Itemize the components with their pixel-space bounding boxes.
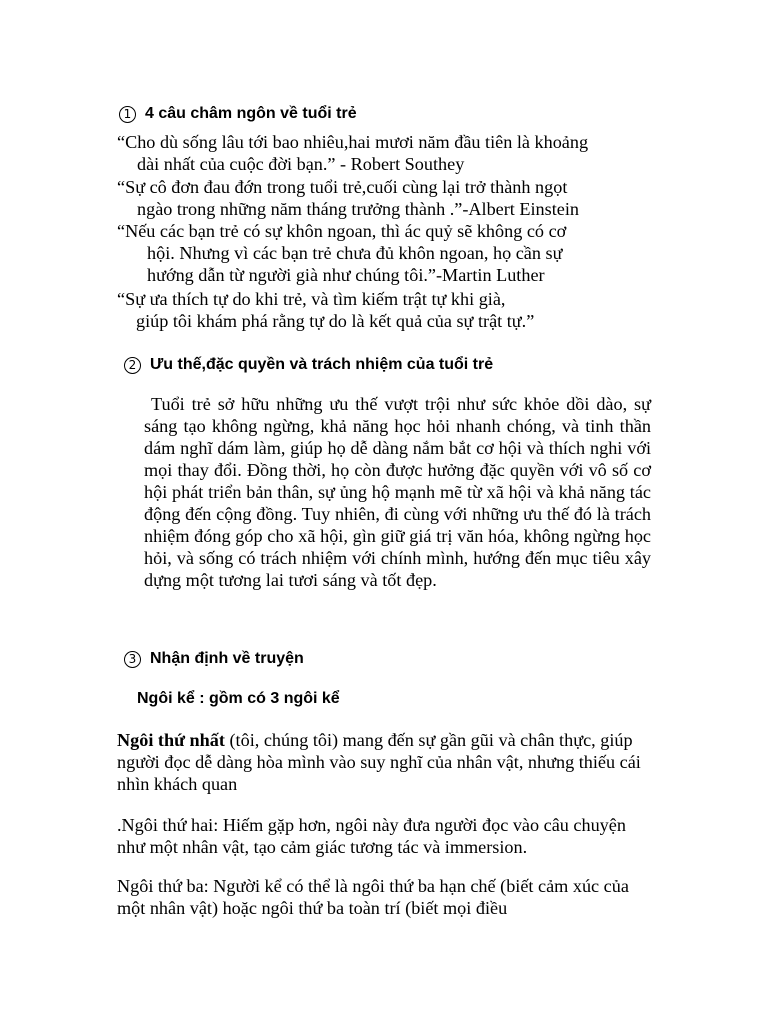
quote-line: hướng dẫn từ người già như chúng tôi.”-Martin Luther [147, 265, 545, 285]
quote-4 [117, 288, 657, 332]
section-2-paragraph: Tuổi trẻ sở hữu những ưu thế vượt trội như sức khỏe dồi dào, sự sáng tạo không ngừng, khả năng học hỏi nhanh chóng, và tinh thần dám nghĩ dám làm, giúp họ dễ dàng nắm bắt cơ hội và thích nghi với mọi thay đổi. Đồng thời, họ còn được hưởng đặc quyền với vô số cơ hội phát triển bản thân, sự ủng hộ mạnh mẽ từ xã hội và khả năng tác động đến cộng đồng. Tuy nhiên, đi cùng với những ưu thế đó là trách nhiệm đóng góp cho xã hội, gìn giữ giá trị văn hóa, không ngừng học hỏi, và sống có trách nhiệm với chính mình, hướng đến mục tiêu xây dựng một tương lai tươi sáng và tốt đẹp. [144, 394, 651, 590]
first-person-paragraph [117, 729, 647, 795]
quote-line: “Nếu các bạn trẻ có sự khôn ngoan, thì ác quỷ sẽ không có cơ [117, 221, 567, 241]
first-person-label: Ngôi thứ nhất [117, 730, 225, 750]
third-person-paragraph: Ngôi thứ ba: Người kể có thể là ngôi thứ ba hạn chế (biết cảm xúc của một nhân vật) hoặc ngôi thứ ba toàn trí (biết mọi điều [117, 876, 629, 918]
quote-line: hội. Nhưng vì các bạn trẻ chưa đủ khôn ngoan, họ cần sự [147, 243, 563, 263]
second-person-paragraph: .Ngôi thứ hai: Hiếm gặp hơn, ngôi này đưa người đọc vào câu chuyện như một nhân vật, tạo cảm giác tương tác và immersion. [117, 815, 626, 857]
quote-3 [117, 220, 657, 286]
section-3-heading [124, 650, 304, 668]
quote-2 [117, 176, 657, 220]
section-2-heading [124, 356, 493, 374]
quote-line: “Sự cô đơn đau đớn trong tuổi trẻ,cuối cùng lại trở thành ngọt [117, 177, 568, 197]
quote-line: “Cho dù sống lâu tới bao nhiêu,hai mươi năm đầu tiên là khoảng [117, 132, 589, 152]
section-3-subtitle: Ngôi kể : gồm có 3 ngôi kể [137, 690, 340, 707]
circled-number-1: 1 [119, 106, 136, 123]
section-3-title: Nhận định về truyện [150, 650, 304, 667]
circled-number-3: 3 [124, 651, 141, 668]
circled-number-2: 2 [124, 357, 141, 374]
quote-line: giúp tôi khám phá rằng tự do là kết quả của sự trật tự.” [136, 311, 535, 331]
quote-line: dài nhất của cuộc đời bạn.” - Robert Southey [137, 154, 465, 174]
quote-line: ngào trong những năm tháng trưởng thành .”-Albert Einstein [137, 199, 579, 219]
section-1-heading [119, 105, 357, 123]
quote-line: “Sự ưa thích tự do khi trẻ, và tìm kiếm trật tự khi già, [117, 289, 506, 309]
section-1-title: 4 câu châm ngôn về tuổi trẻ [145, 105, 357, 122]
quote-1 [117, 131, 657, 175]
first-person-text: (tôi, chúng tôi) mang đến sự gần gũi và chân thực, giúp người đọc dễ dàng hòa mình vào suy nghĩ của nhân vật, nhưng thiếu cái nhìn khách quan [117, 730, 641, 794]
section-2-title: Ưu thế,đặc quyền và trách nhiệm của tuổi trẻ [150, 356, 494, 373]
